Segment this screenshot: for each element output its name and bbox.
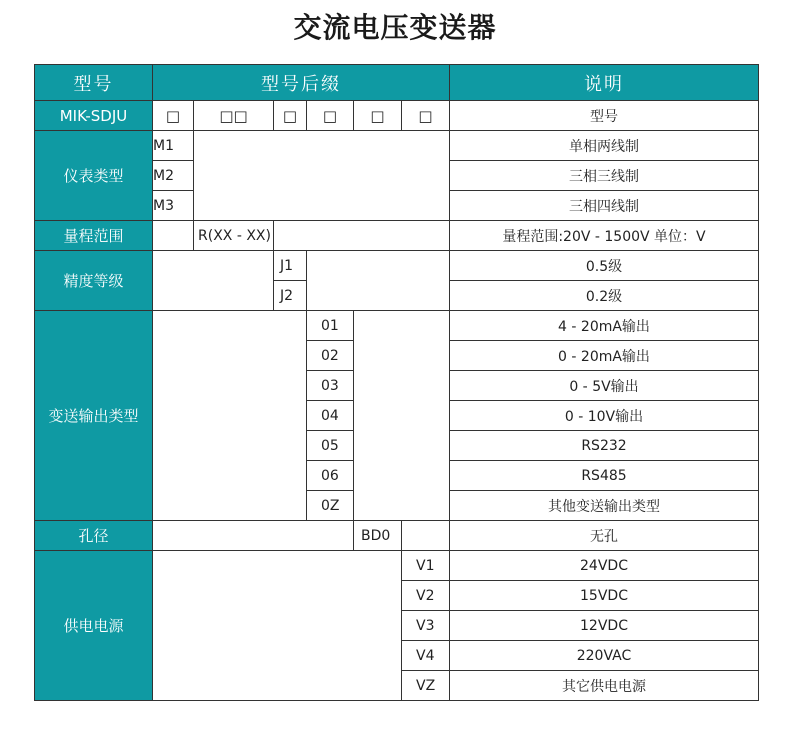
power-code: V3 [402,611,450,641]
suffix-box-3: □ [274,101,307,131]
page-title: 交流电压变送器 [293,11,497,44]
power-code: V1 [402,551,450,581]
output-code: 02 [307,341,354,371]
blank-cell [354,311,450,521]
hole-label: 孔径 [35,521,153,551]
range-desc: 量程范围:20V - 1500V 单位：V [450,221,759,251]
instrument-desc: 三相四线制 [450,191,759,221]
range-label: 量程范围 [35,221,153,251]
suffix-box-2: □□ [194,101,274,131]
model-name: MIK-SDJU [35,101,153,131]
power-label: 供电电源 [35,551,153,701]
blank-cell [153,551,402,701]
blank-cell [153,251,274,311]
power-desc: 220VAC [450,641,759,671]
instrument-code: M1 [153,131,194,161]
table-row [35,131,759,161]
power-code: V4 [402,641,450,671]
header-row [35,65,759,101]
model-row [35,101,759,131]
table-row [35,551,759,581]
blank-cell [194,131,450,221]
instrument-code: M2 [153,161,194,191]
accuracy-label: 精度等级 [35,251,153,311]
accuracy-code: J1 [274,251,307,281]
range-code: R(XX - XX) [194,221,274,251]
instrument-code: M3 [153,191,194,221]
output-code: 06 [307,461,354,491]
table-row [35,311,759,341]
accuracy-desc: 0.5级 [450,251,759,281]
table-row [35,251,759,281]
suffix-box-5: □ [354,101,402,131]
accuracy-code: J2 [274,281,307,311]
instrument-label: 仪表类型 [35,131,153,221]
output-desc: 其他变送输出类型 [450,491,759,521]
output-code: 01 [307,311,354,341]
suffix-box-6: □ [402,101,450,131]
power-desc: 12VDC [450,611,759,641]
output-desc: 0 - 5V输出 [450,371,759,401]
hole-code: BD0 [354,521,402,551]
power-code: VZ [402,671,450,701]
output-desc: RS485 [450,461,759,491]
blank-cell [307,251,450,311]
suffix-box-4: □ [307,101,354,131]
blank-cell [153,311,307,521]
table-row [35,221,759,251]
hole-desc: 无孔 [450,521,759,551]
output-desc: 0 - 20mA输出 [450,341,759,371]
blank-cell [274,221,450,251]
header-suffix: 型号后缀 [153,65,450,101]
suffix-box-1: □ [153,101,194,131]
power-code: V2 [402,581,450,611]
power-desc: 其它供电电源 [450,671,759,701]
power-desc: 15VDC [450,581,759,611]
output-code: 05 [307,431,354,461]
instrument-desc: 三相三线制 [450,161,759,191]
header-desc: 说明 [450,65,759,101]
output-label: 变送输出类型 [35,311,153,521]
instrument-desc: 单相两线制 [450,131,759,161]
table-row [35,521,759,551]
power-desc: 24VDC [450,551,759,581]
blank-cell [153,521,354,551]
output-code: 0Z [307,491,354,521]
blank-cell [153,221,194,251]
model-desc: 型号 [450,101,759,131]
output-code: 04 [307,401,354,431]
output-desc: 4 - 20mA输出 [450,311,759,341]
header-model: 型号 [35,65,153,101]
accuracy-desc: 0.2级 [450,281,759,311]
output-desc: 0 - 10V输出 [450,401,759,431]
output-code: 03 [307,371,354,401]
output-desc: RS232 [450,431,759,461]
blank-cell [402,521,450,551]
spec-table [34,64,759,701]
